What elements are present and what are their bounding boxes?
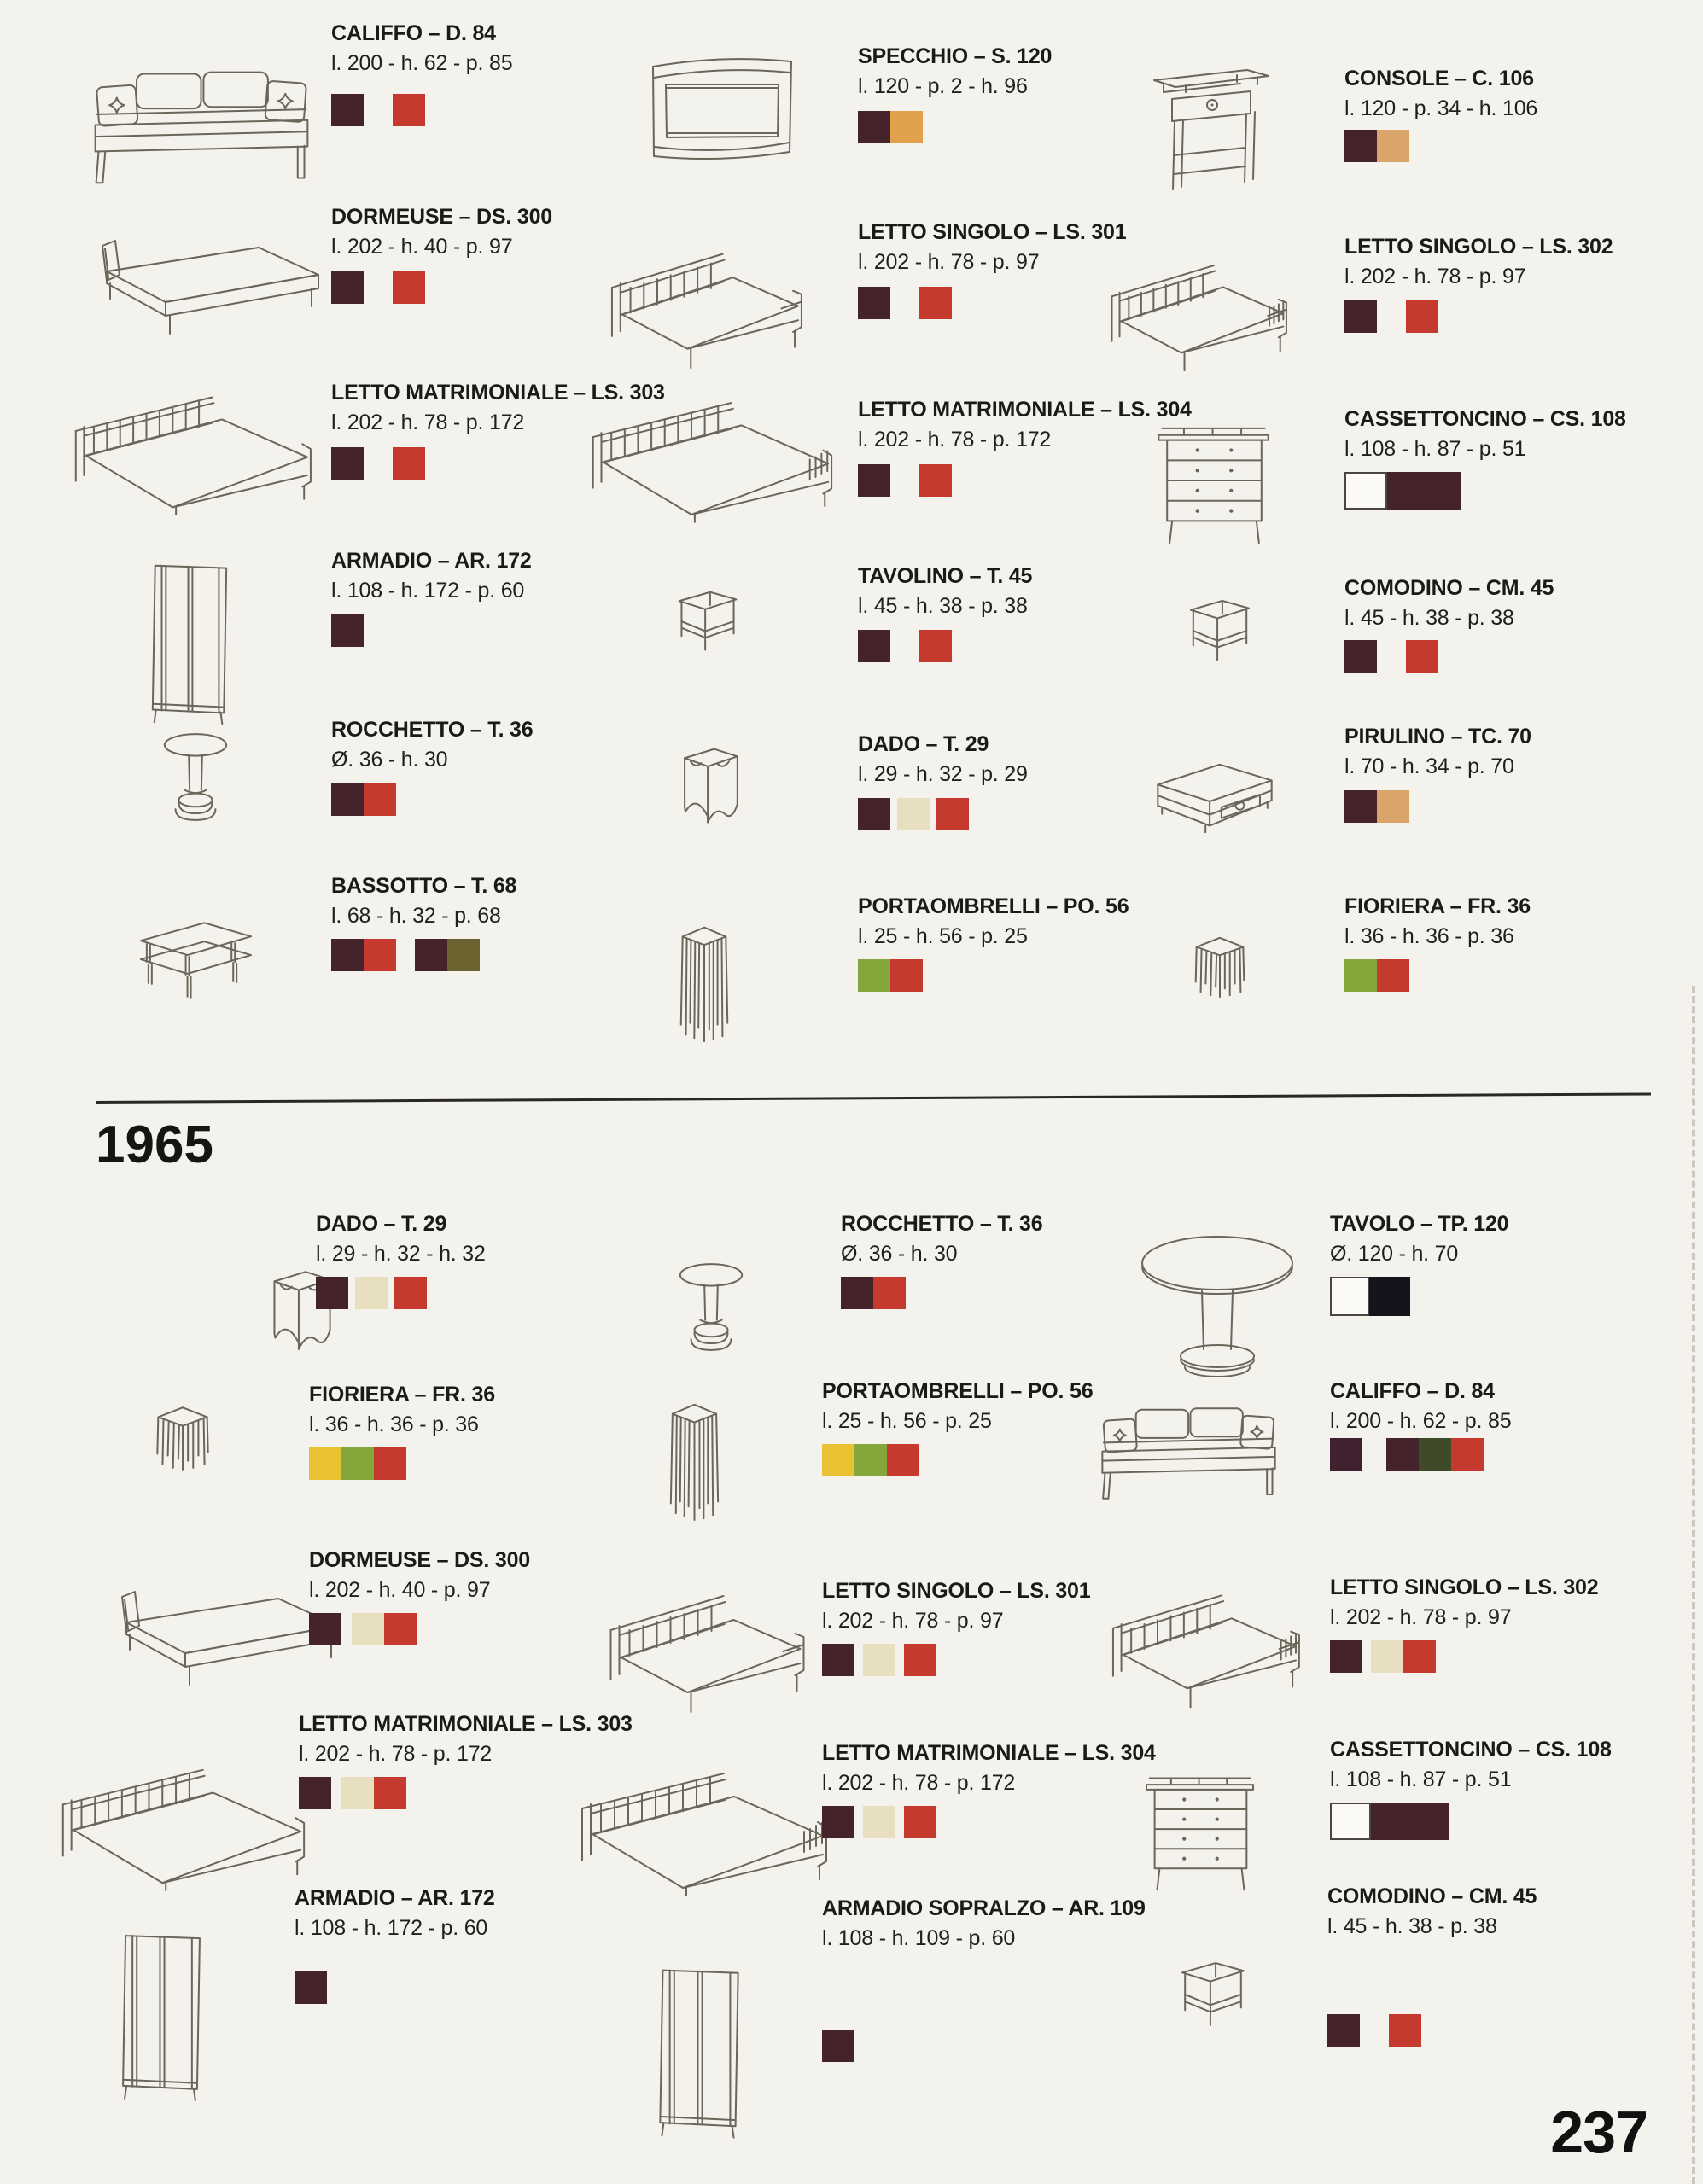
bed-single-drawing [596,1579,814,1722]
swatch-group [295,1971,327,2004]
item-dimensions: l. 70 - h. 34 - p. 70 [1344,754,1514,778]
swatch-group [1330,1438,1362,1471]
item-dimensions: l. 200 - h. 62 - p. 85 [331,51,513,75]
swatch-row [822,1444,919,1476]
item-title: BASSOTTO – T. 68 [331,874,517,898]
item-title: CALIFFO – D. 84 [331,21,496,45]
item-title: DADO – T. 29 [858,732,989,756]
swatch-group [1389,2014,1421,2047]
color-swatch-plum [1330,1438,1362,1471]
item-dimensions: l. 202 - h. 78 - p. 97 [822,1609,1004,1633]
color-swatch-red [887,1444,919,1476]
color-swatch-brown [309,1613,341,1645]
bed-double-drawing [51,1758,309,1891]
item-dimensions: l. 29 - h. 32 - h. 32 [316,1242,486,1266]
item-title: LETTO SINGOLO – LS. 302 [1344,235,1613,259]
swatch-row [299,1777,406,1809]
swatch-row [822,1644,936,1676]
item-title: DADO – T. 29 [316,1212,447,1236]
swatch-group [309,1613,341,1645]
item-title: FIORIERA – FR. 36 [1344,894,1531,918]
item-title: TAVOLO – TP. 120 [1330,1212,1509,1236]
item-dimensions: l. 202 - h. 78 - p. 172 [822,1771,1016,1795]
item-title: COMODINO – CM. 45 [1344,576,1554,600]
swatch-group [863,1644,895,1676]
color-swatch-cream [1371,1640,1403,1673]
color-swatch-green [854,1444,887,1476]
item-title: CASSETTONCINO – CS. 108 [1330,1738,1612,1762]
item-title: ARMADIO SOPRALZO – AR. 109 [822,1896,1146,1920]
item-title: CASSETTONCINO – CS. 108 [1344,407,1626,431]
item-title: DORMEUSE – DS. 300 [331,205,552,229]
color-swatch-brown [841,1277,873,1309]
item-dimensions: l. 45 - h. 38 - p. 38 [1344,606,1514,630]
item-dimensions: l. 202 - h. 40 - p. 97 [331,235,513,259]
swatch-group [822,2030,854,2062]
swatch-row [309,1613,417,1645]
item-title: FIORIERA – FR. 36 [309,1383,495,1406]
color-swatch-brown [316,1277,348,1309]
item-title: DORMEUSE – DS. 300 [309,1548,530,1572]
item-dimensions: l. 202 - h. 78 - p. 172 [858,428,1052,451]
color-swatch-cream [863,1644,895,1676]
item-title: PORTAOMBRELLI – PO. 56 [858,894,1129,918]
swatch-group [1371,1640,1436,1673]
swatch-group [341,1777,406,1809]
color-swatch-red [1403,1640,1436,1673]
wardrobe-drawing [111,1927,212,2101]
swatch-row [1330,1803,1449,1840]
item-dimensions: l. 45 - h. 38 - p. 38 [858,594,1028,618]
color-swatch-brown [299,1777,331,1809]
item-dimensions: l. 200 - h. 62 - p. 85 [1330,1409,1512,1433]
side-table-drawing [1178,1957,1248,2035]
swatch-group [904,1806,936,1838]
color-swatch-cream [352,1613,384,1645]
item-title: CONSOLE – C. 106 [1344,67,1534,90]
swatch-group [904,1644,936,1676]
item-title: LETTO MATRIMONIALE – LS. 304 [822,1741,1156,1765]
color-swatch-brown [295,1971,327,2004]
color-swatch-brown [1371,1803,1449,1840]
color-swatch-brown [822,1644,854,1676]
item-dimensions: l. 36 - h. 36 - p. 36 [1344,924,1514,948]
item-dimensions: l. 108 - h. 87 - p. 51 [1344,437,1526,461]
swatch-group [355,1277,388,1309]
item-title: ROCCHETTO – T. 36 [331,718,534,742]
item-dimensions: l. 202 - h. 78 - p. 97 [1330,1605,1512,1629]
color-swatch-dark_olive [1419,1438,1451,1471]
item-dimensions: l. 120 - p. 34 - h. 106 [1344,96,1538,120]
color-swatch-white [1330,1277,1369,1316]
wardrobe-drawing [649,1948,749,2152]
color-swatch-red [873,1277,906,1309]
color-swatch-red [394,1277,427,1309]
item-dimensions: l. 25 - h. 56 - p. 25 [822,1409,992,1433]
swatch-row [841,1277,906,1309]
item-dimensions: l. 202 - h. 40 - p. 97 [309,1578,491,1602]
color-swatch-green [341,1447,374,1480]
item-dimensions: l. 29 - h. 32 - p. 29 [858,762,1028,786]
color-swatch-black [1369,1277,1410,1316]
color-swatch-brown [1386,1438,1419,1471]
swatch-group [1330,1803,1449,1840]
item-dimensions: l. 202 - h. 78 - p. 97 [1344,265,1526,288]
pedestal-table-drawing [674,1259,748,1356]
item-dimensions: l. 202 - h. 78 - p. 97 [858,250,1040,274]
section-heading-1965: 1965 [96,1115,213,1174]
color-swatch-red [904,1806,936,1838]
swatch-group [316,1277,348,1309]
swatch-group [822,1806,854,1838]
round-table-drawing [1135,1229,1299,1388]
swatch-group [1330,1277,1410,1316]
color-swatch-yellow [822,1444,854,1476]
color-swatch-cream [355,1277,388,1309]
scan-edge-artifact [1692,986,1695,2184]
color-swatch-red [1389,2014,1421,2047]
swatch-row [822,1806,936,1838]
item-title: LETTO MATRIMONIALE – LS. 304 [858,398,1192,422]
item-title: ARMADIO – AR. 172 [295,1886,495,1910]
swatch-row [295,1971,327,2004]
page-number: 237 [1550,2099,1648,2165]
item-title: LETTO SINGOLO – LS. 302 [1330,1575,1599,1599]
swatch-row [316,1277,427,1309]
color-swatch-red [384,1613,417,1645]
swatch-row [309,1447,406,1480]
umbrella-stand-drawing [662,1395,726,1523]
swatch-group [841,1277,906,1309]
item-dimensions: l. 202 - h. 78 - p. 172 [299,1742,493,1766]
item-title: LETTO SINGOLO – LS. 301 [858,220,1127,244]
item-title: COMODINO – CM. 45 [1327,1884,1537,1908]
color-swatch-cream [341,1777,374,1809]
color-swatch-yellow [309,1447,341,1480]
color-swatch-red [1451,1438,1484,1471]
color-swatch-red [374,1447,406,1480]
color-swatch-brown [1330,1640,1362,1673]
swatch-group [309,1447,406,1480]
item-dimensions: Ø. 120 - h. 70 [1330,1242,1459,1266]
item-title: TAVOLINO – T. 45 [858,564,1033,588]
item-dimensions: l. 108 - h. 87 - p. 51 [1330,1768,1512,1791]
item-title: PIRULINO – TC. 70 [1344,725,1531,748]
swatch-group [299,1777,331,1809]
item-title: LETTO MATRIMONIALE – LS. 303 [331,381,665,405]
swatch-group [822,1644,854,1676]
color-swatch-red [374,1777,406,1809]
color-swatch-brown [1327,2014,1360,2047]
bed-double-slatted-foot-drawing [572,1762,830,1896]
swatch-row [1330,1438,1484,1471]
item-title: CALIFFO – D. 84 [1330,1379,1495,1403]
item-dimensions: l. 36 - h. 36 - p. 36 [309,1412,479,1436]
swatch-group [1386,1438,1484,1471]
color-swatch-white [1330,1803,1371,1840]
swatch-group [822,1444,919,1476]
chest-of-drawers-drawing [1144,1767,1257,1896]
sofa-drawing [1080,1400,1298,1504]
item-title: ARMADIO – AR. 172 [331,549,532,573]
swatch-group [352,1613,417,1645]
color-swatch-brown [822,1806,854,1838]
swatch-group [1330,1640,1362,1673]
item-dimensions: l. 25 - h. 56 - p. 25 [858,924,1028,948]
swatch-row [1330,1640,1436,1673]
swatch-row [1330,1277,1410,1316]
swatch-group [1327,2014,1360,2047]
item-dimensions: l. 120 - p. 2 - h. 96 [858,74,1028,98]
color-swatch-red [904,1644,936,1676]
item-title: LETTO MATRIMONIALE – LS. 303 [299,1712,633,1736]
swatch-row [822,2030,854,2062]
item-dimensions: l. 68 - h. 32 - p. 68 [331,904,501,928]
item-dimensions: l. 108 - h. 109 - p. 60 [822,1926,1016,1950]
item-dimensions: l. 45 - h. 38 - p. 38 [1327,1914,1497,1938]
item-title: ROCCHETTO – T. 36 [841,1212,1043,1236]
item-dimensions: l. 202 - h. 78 - p. 172 [331,411,525,434]
bed-single-slatted-foot-drawing [1099,1579,1308,1717]
item-title: PORTAOMBRELLI – PO. 56 [822,1379,1094,1403]
item-dimensions: Ø. 36 - h. 30 [841,1242,958,1266]
item-title: SPECCHIO – S. 120 [858,44,1053,68]
planter-drawing [145,1400,220,1475]
item-dimensions: l. 108 - h. 172 - p. 60 [295,1916,488,1940]
swatch-group [863,1806,895,1838]
item-dimensions: l. 108 - h. 172 - p. 60 [331,579,525,603]
swatch-group [394,1277,427,1309]
color-swatch-brown [822,2030,854,2062]
item-dimensions: Ø. 36 - h. 30 [331,748,448,772]
item-title: LETTO SINGOLO – LS. 301 [822,1579,1091,1603]
swatch-row [1327,2014,1421,2047]
color-swatch-cream [863,1806,895,1838]
